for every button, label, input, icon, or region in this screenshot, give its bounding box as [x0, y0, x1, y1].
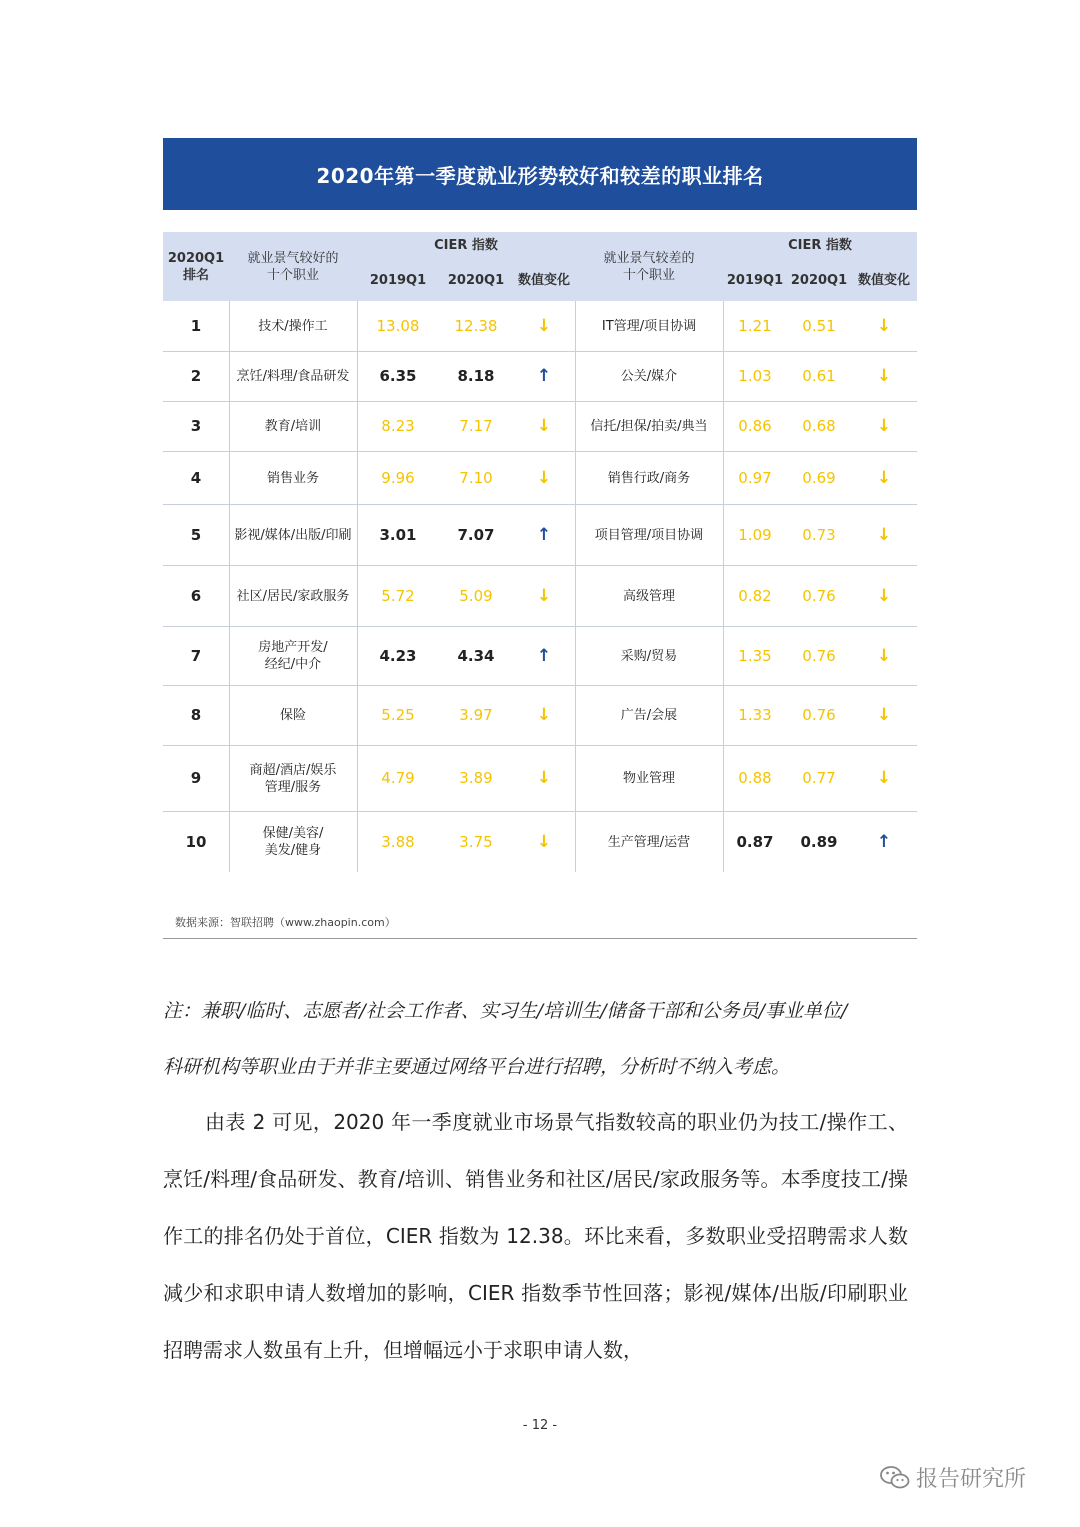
column-separator [357, 452, 358, 504]
column-separator [229, 505, 230, 565]
bad-2019-value: 1.09 [738, 525, 772, 544]
arrow-down-icon: ↓ [876, 524, 892, 545]
column-separator [723, 686, 724, 745]
good-job-name: 影视/媒体/出版/印刷 [234, 527, 352, 543]
column-separator [357, 812, 358, 872]
bad-job-name: 公关/媒介 [620, 369, 678, 384]
row-rank: 5 [190, 525, 202, 544]
good-job-name: 社区/居民/家政服务 [236, 588, 350, 604]
column-separator [229, 812, 230, 872]
bad-2020-value: 0.76 [802, 706, 836, 724]
good-2019-value: 4.23 [379, 646, 417, 665]
bad-2019-value: 1.03 [738, 367, 772, 385]
table-body [163, 301, 917, 872]
header-2020-good: 2020Q1 [447, 273, 505, 288]
bad-job-name: 物业管理 [622, 771, 675, 786]
arrow-up-icon: ↑ [536, 366, 552, 386]
header-cier-good: CIER 指数 [434, 238, 498, 253]
bad-job-name: 销售行政/商务 [607, 470, 691, 486]
arrow-down-icon: ↓ [876, 768, 892, 788]
good-2019-value: 5.25 [381, 706, 415, 724]
bad-2020-value: 0.73 [802, 525, 836, 544]
arrow-down-icon: ↓ [536, 768, 552, 788]
column-separator [357, 352, 358, 401]
note-line-1: 注：兼职/临时、志愿者/社会工作者、实习生/培训生/储备干部和公务员/事业单位/ [163, 1000, 848, 1022]
bad-2019-value: 1.21 [738, 316, 772, 335]
column-separator [575, 627, 576, 685]
good-2020-value: 8.18 [457, 367, 495, 385]
column-separator [229, 452, 230, 504]
good-job-name: 商超/酒店/娱乐 管理/服务 [249, 762, 337, 795]
arrow-down-icon: ↓ [876, 705, 892, 725]
good-2020-value: 7.07 [457, 525, 495, 544]
good-2019-value: 3.88 [381, 832, 415, 851]
good-2019-value: 4.79 [381, 769, 415, 787]
table-title: 2020年第一季度就业形势较好和较差的职业排名 [163, 138, 917, 210]
header-cier-bad: CIER 指数 [788, 238, 852, 253]
good-2019-value: 6.35 [379, 367, 417, 385]
good-2020-value: 3.75 [459, 832, 493, 851]
column-separator [357, 566, 358, 626]
column-separator [229, 686, 230, 745]
bad-2020-value: 0.51 [802, 316, 836, 335]
column-separator [357, 402, 358, 451]
table-row [163, 745, 917, 811]
table-row [163, 351, 917, 401]
header-change-good: 数值变化 [517, 273, 570, 288]
table-header [163, 232, 917, 301]
good-2019-value: 9.96 [381, 468, 415, 487]
bad-job-name: IT管理/项目协调 [601, 318, 697, 334]
column-separator [575, 301, 576, 351]
good-job-name: 房地产开发/ 经纪/中介 [258, 640, 328, 672]
arrow-up-icon: ↑ [536, 524, 552, 545]
good-2020-value: 7.17 [459, 417, 493, 435]
bad-2019-value: 1.35 [738, 646, 772, 665]
bad-2020-value: 0.61 [802, 367, 836, 385]
column-separator [357, 505, 358, 565]
row-rank: 9 [190, 769, 202, 787]
wechat-icon [880, 1465, 910, 1491]
arrow-down-icon: ↓ [876, 315, 892, 336]
bad-2019-value: 1.33 [738, 706, 772, 724]
good-2020-value: 3.97 [459, 706, 493, 724]
note-line-2: 科研机构等职业由于并非主要通过网络平台进行招聘，分析时不纳入考虑。 [163, 1056, 791, 1078]
ranking-table [163, 232, 917, 872]
bad-job-name: 采购/贸易 [620, 648, 678, 664]
good-2020-value: 5.09 [459, 586, 493, 605]
bad-job-name: 高级管理 [622, 588, 675, 604]
column-separator [229, 402, 230, 451]
row-rank: 7 [190, 646, 202, 665]
bad-2020-value: 0.77 [802, 769, 836, 787]
bad-job-name: 信托/担保/拍卖/典当 [590, 419, 708, 434]
good-job-name: 保健/美容/ 美发/健身 [262, 826, 324, 858]
arrow-down-icon: ↓ [876, 366, 892, 386]
good-2019-value: 5.72 [381, 586, 415, 605]
column-separator [723, 452, 724, 504]
column-separator [357, 746, 358, 811]
column-separator [357, 627, 358, 685]
column-separator [575, 686, 576, 745]
column-separator [723, 402, 724, 451]
arrow-down-icon: ↓ [536, 585, 552, 606]
table-row [163, 565, 917, 626]
bad-2019-value: 0.87 [736, 832, 774, 851]
row-rank: 3 [190, 417, 202, 435]
data-source: 数据来源：智联招聘（www.zhaopin.com） [175, 916, 396, 929]
header-2020-bad: 2020Q1 [790, 273, 848, 288]
table-row [163, 451, 917, 504]
arrow-down-icon: ↓ [876, 416, 892, 436]
arrow-down-icon: ↓ [876, 645, 892, 666]
row-rank: 6 [190, 586, 202, 605]
arrow-up-icon: ↑ [876, 831, 892, 852]
column-separator [575, 566, 576, 626]
arrow-down-icon: ↓ [536, 467, 552, 488]
table-row [163, 626, 917, 685]
bad-2019-value: 0.82 [738, 586, 772, 605]
bad-2020-value: 0.76 [802, 646, 836, 665]
table-row [163, 504, 917, 565]
column-separator [229, 627, 230, 685]
column-separator [229, 566, 230, 626]
good-job-name: 技术/操作工 [258, 318, 328, 334]
row-rank: 8 [190, 706, 202, 724]
arrow-down-icon: ↓ [876, 585, 892, 606]
bad-2019-value: 0.86 [738, 417, 772, 435]
page-number: - 12 - [522, 1418, 558, 1433]
row-rank: 10 [185, 832, 207, 851]
header-2019-bad: 2019Q1 [726, 273, 784, 288]
row-rank: 1 [190, 316, 202, 335]
good-2019-value: 13.08 [376, 316, 420, 335]
header-2019-good: 2019Q1 [369, 273, 427, 288]
good-2020-value: 3.89 [459, 769, 493, 787]
column-separator [575, 352, 576, 401]
source-divider [163, 938, 917, 939]
column-separator [357, 686, 358, 745]
column-separator [229, 746, 230, 811]
bad-job-name: 广告/会展 [620, 708, 678, 723]
arrow-down-icon: ↓ [876, 467, 892, 488]
column-separator [575, 402, 576, 451]
row-rank: 2 [190, 367, 202, 385]
column-separator [357, 301, 358, 351]
column-separator [575, 505, 576, 565]
column-separator [575, 812, 576, 872]
good-2020-value: 12.38 [454, 316, 498, 335]
good-job-name: 销售业务 [266, 470, 319, 486]
column-separator [723, 301, 724, 351]
column-separator [723, 746, 724, 811]
column-separator [229, 352, 230, 401]
body-paragraph: 由表 2 可见，2020 年一季度就业市场景气指数较高的职业仍为技工/操作工、烹饪/料理/食品研发、教育/培训、销售业务和社区/居民/家政服务等。本季度技工/操作工的排名仍处于首位，CIER 指数为 12.38。环比来看，多数职业受招聘需求人数减少和求职申请人数增加的影响，CIER 指数季节性回落；影视/媒体/出版/印刷职业招聘需求人数虽有上升，但增幅远小于求职申请人数， [163, 1110, 908, 1362]
table-row [163, 301, 917, 351]
good-job-name: 烹饪/料理/食品研发 [236, 369, 350, 384]
bad-2020-value: 0.69 [802, 468, 836, 487]
good-2020-value: 7.10 [459, 468, 493, 487]
good-2020-value: 4.34 [457, 646, 495, 665]
watermark [880, 1462, 1026, 1493]
arrow-down-icon: ↓ [536, 315, 552, 336]
arrow-down-icon: ↓ [536, 831, 552, 852]
bad-2020-value: 0.76 [802, 586, 836, 605]
column-separator [575, 452, 576, 504]
good-2019-value: 8.23 [381, 417, 415, 435]
header-change-bad: 数值变化 [857, 273, 910, 288]
header-good-jobs: 就业景气较好的 十个职业 [247, 251, 339, 283]
good-job-name: 教育/培训 [264, 419, 322, 434]
column-separator [575, 746, 576, 811]
column-separator [723, 566, 724, 626]
column-separator [723, 812, 724, 872]
column-separator [723, 505, 724, 565]
arrow-down-icon: ↓ [536, 416, 552, 436]
arrow-down-icon: ↓ [536, 705, 552, 725]
watermark-text: 报告研究所 [916, 1467, 1027, 1492]
header-rank: 2020Q1 排名 [167, 251, 225, 283]
bad-job-name: 项目管理/项目协调 [594, 527, 704, 543]
table-row [163, 401, 917, 451]
bad-2019-value: 0.88 [738, 769, 772, 787]
good-job-name: 保险 [279, 708, 306, 723]
bad-job-name: 生产管理/运营 [607, 834, 691, 850]
table-row [163, 685, 917, 745]
row-rank: 4 [190, 468, 202, 487]
column-separator [723, 627, 724, 685]
good-2019-value: 3.01 [379, 525, 417, 544]
table-row [163, 811, 917, 872]
column-separator [723, 352, 724, 401]
bad-2019-value: 0.97 [738, 468, 772, 487]
arrow-up-icon: ↑ [536, 645, 552, 666]
column-separator [229, 301, 230, 351]
bad-2020-value: 0.68 [802, 417, 836, 435]
header-bad-jobs: 就业景气较差的 十个职业 [603, 251, 695, 283]
bad-2020-value: 0.89 [800, 832, 838, 851]
